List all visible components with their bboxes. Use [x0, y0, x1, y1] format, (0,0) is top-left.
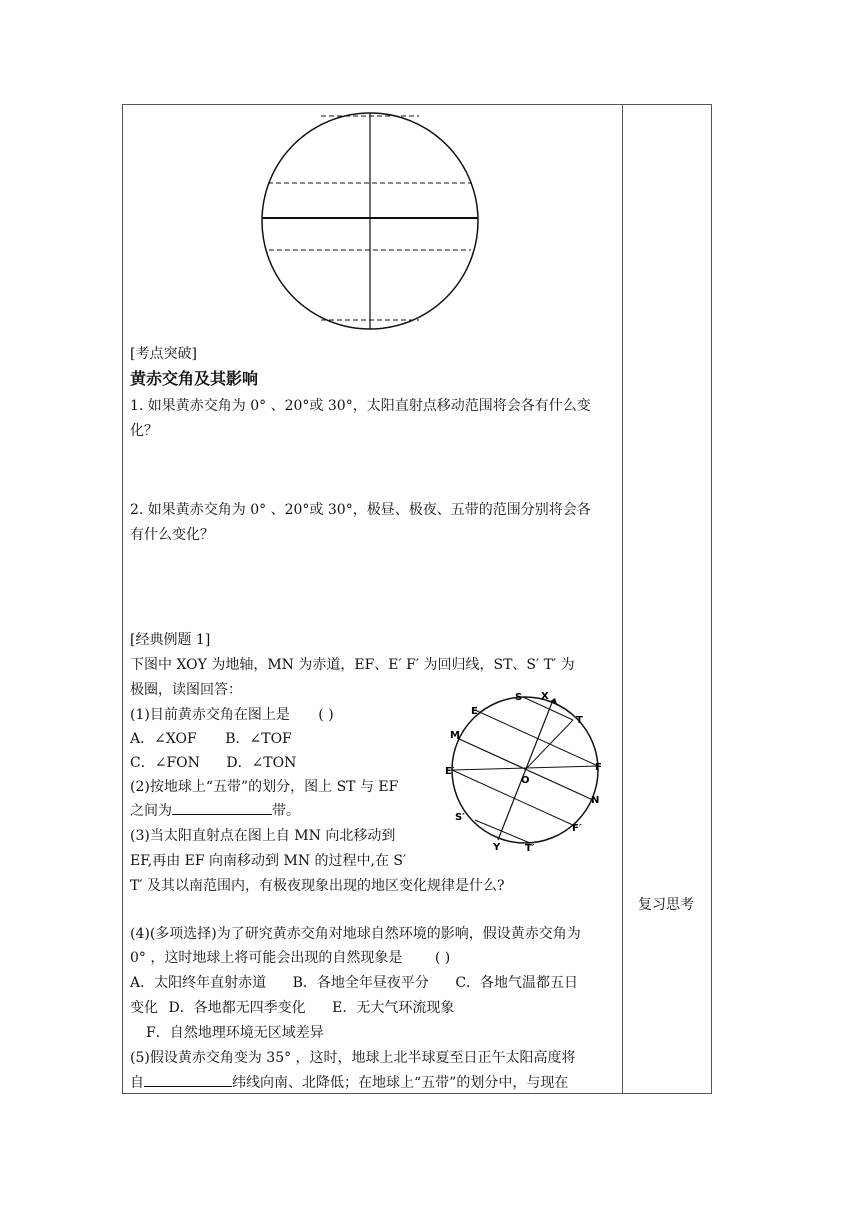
- part1-option-c: C．∠FON: [130, 755, 200, 771]
- part1-stem-text: (1)目前黄赤交角在图上是: [130, 707, 290, 723]
- part4-option-d: D．各地都无四季变化: [168, 1000, 306, 1016]
- part4-option-a: A．太阳终年直射赤道: [130, 975, 267, 991]
- part4-stem: 0° ，这时地球上将可能会出现的自然现象是: [130, 950, 403, 966]
- earth-axis-figure: [445, 688, 615, 853]
- part1-options-cd: [130, 751, 296, 775]
- label-f: F: [595, 762, 602, 773]
- part2-line1: (2)按地球上“五带”的划分，图上 ST 与 EF: [130, 779, 399, 795]
- example-intro-line1: 下图中 XOY 为地轴，MN 为赤道，EF、E′ F′ 为回归线，ST、S′ T′ 为: [130, 657, 575, 673]
- label-m: M: [450, 730, 460, 741]
- part2-pre: 之间为: [130, 803, 172, 819]
- part3-line2: EF,再由 EF 向南移动到 MN 的过程中,在 S′: [130, 853, 407, 869]
- example-intro-line2: 极圈，读图回答：: [130, 682, 242, 698]
- label-n: N: [591, 795, 600, 806]
- label-f-prime: F′: [572, 823, 582, 834]
- part4-line3: [130, 971, 578, 995]
- part1-option-b: B．∠TOF: [225, 731, 292, 747]
- part4-line2: [130, 946, 450, 970]
- part4-option-c: C．各地气温都五日: [455, 975, 579, 991]
- part1-stem: [130, 703, 334, 727]
- part3-line3: T′ 及其以南范围内，有极夜现象出现的地区变化规律是什么?: [130, 878, 505, 894]
- label-t: T: [576, 715, 583, 726]
- ray-ot: [525, 720, 573, 770]
- q1-line2: 化？: [130, 423, 158, 439]
- part4-line1: (4)(多项选择)为了研究黄赤交角对地球自然环境的影响，假设黄赤交角为: [130, 926, 581, 942]
- label-y: Y: [493, 842, 501, 853]
- label-e-prime: E′: [445, 766, 455, 777]
- column-divider: [622, 104, 623, 1094]
- example-label: [经典例题 1]: [130, 632, 211, 648]
- q2-line2: 有什么变化？: [130, 527, 214, 543]
- part1-answer-paren: ( ): [318, 707, 334, 723]
- label-o: O: [521, 775, 530, 786]
- part1-option-a: A．∠XOF: [130, 731, 197, 747]
- part2-post: 带。: [272, 803, 300, 819]
- label-x: X: [541, 691, 549, 702]
- part4-option-b: B．各地全年昼夜平分: [292, 975, 429, 991]
- part3-line1: (3)当太阳直射点在图上自 MN 向北移动到: [130, 828, 396, 844]
- part4-option-f: F．自然地理环境无区域差异: [146, 1025, 324, 1041]
- part5-line2: [130, 1071, 568, 1095]
- side-column-label: 复习思考: [638, 897, 694, 913]
- part4-answer-paren: ( ): [434, 950, 451, 966]
- part4-line4: [130, 996, 454, 1020]
- part2-blank: [172, 800, 272, 815]
- part5-post: 纬线向南、北降低；在地球上“五带”的划分中，与现在: [232, 1075, 569, 1091]
- earth-zones-diagram: [255, 108, 485, 334]
- part1-options-ab: [130, 727, 292, 751]
- label-s: S: [515, 692, 523, 703]
- label-t-prime: T′: [525, 843, 535, 853]
- part5-pre: 自: [130, 1075, 144, 1091]
- section-label: [考点突破]: [130, 346, 197, 362]
- part2-line2: [130, 799, 300, 823]
- part4-line4-pre: 变化: [130, 1000, 158, 1016]
- label-e: E: [471, 706, 478, 717]
- part5-blank: [144, 1072, 232, 1087]
- part5-line1: (5)假设黄赤交角变为 35° ，这时，地球上北半球夏至日正午太阳高度将: [130, 1050, 576, 1066]
- section-title: 黄赤交角及其影响: [130, 369, 259, 388]
- part4-option-e: E．无大气环流现象: [332, 1000, 455, 1016]
- part1-option-d: D．∠TON: [226, 755, 297, 771]
- q2-line1: 2. 如果黄赤交角为 0° 、20°或 30°，极昼、极夜、五带的范围分别将会各: [130, 502, 591, 518]
- q1-line1: 1. 如果黄赤交角为 0° 、20°或 30°，太阳直射点移动范围将会各有什么变: [130, 398, 591, 414]
- label-s-prime: S′: [455, 812, 465, 823]
